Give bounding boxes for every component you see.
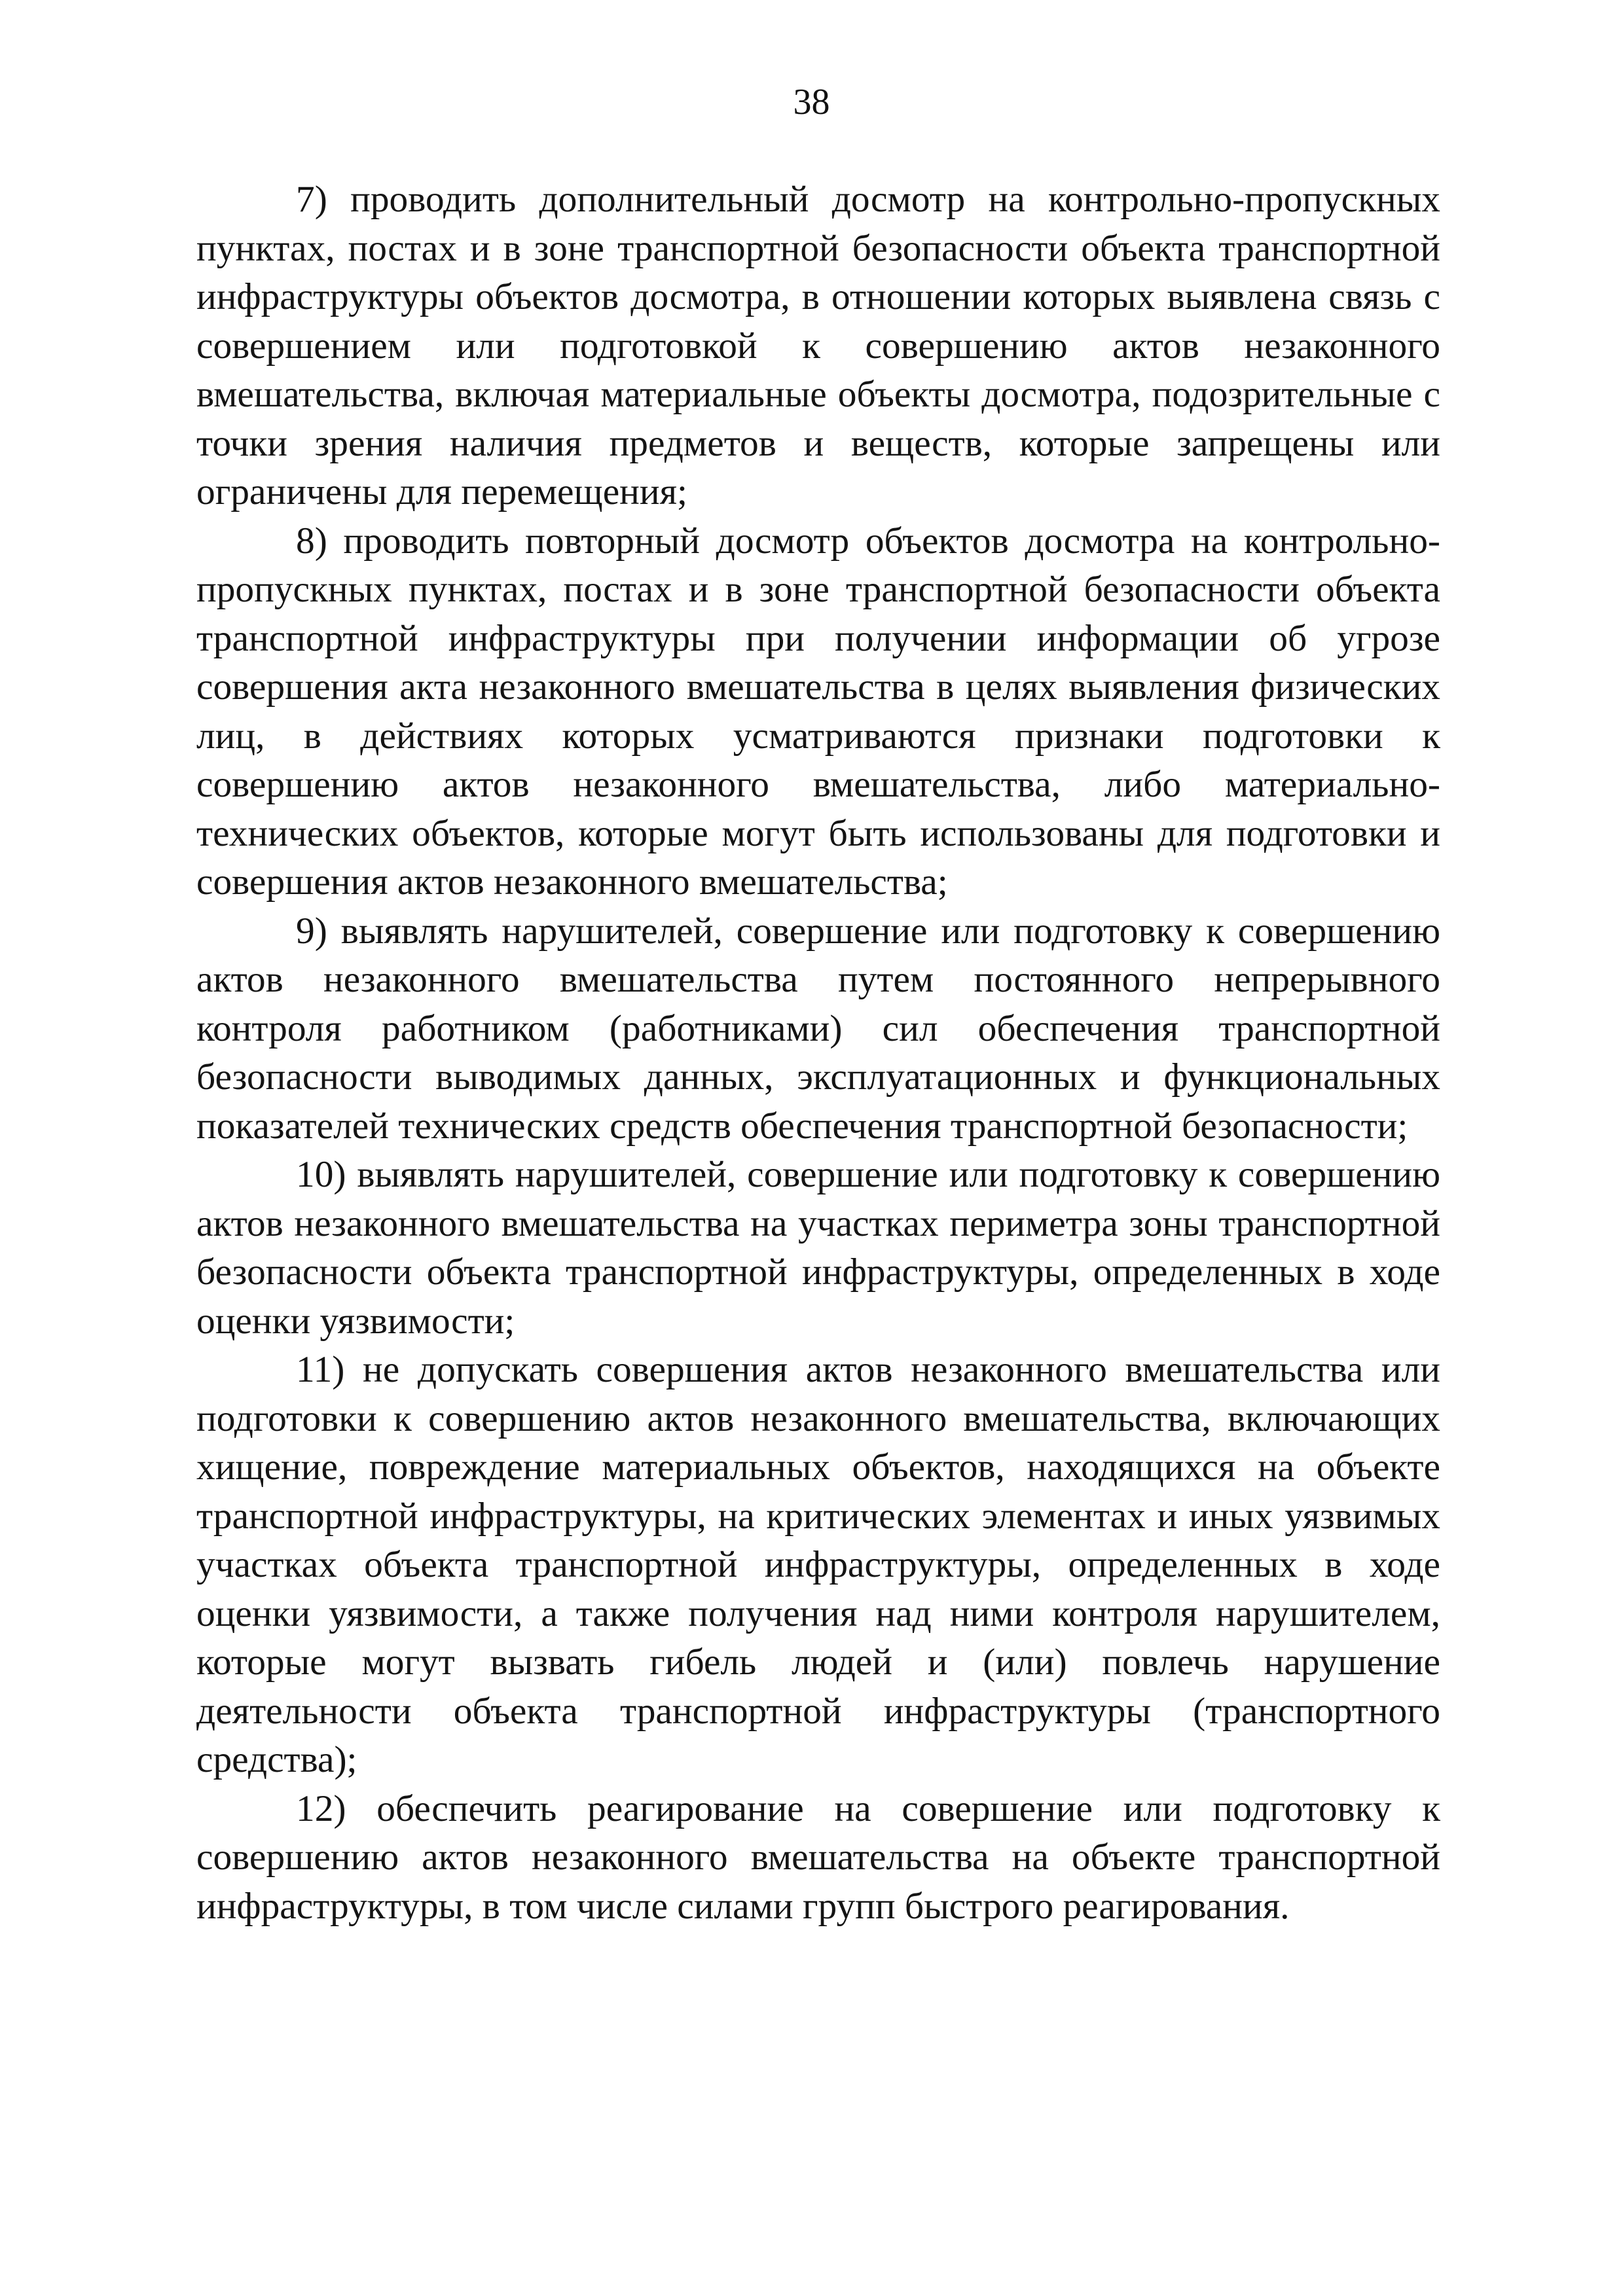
paragraph-item-12: 12) обеспечить реагирование на совершение или подготовку к совершению актов незаконного вмешательства на объекте транспортной инфраструктуры, в том числе силами групп быстрого реагирования. — [196, 1787, 1440, 1927]
page-number: 38 — [793, 82, 830, 122]
paragraph-item-7: 7) проводить дополнительный досмотр на контрольно-пропускных пунктах, постах и в зоне транспортной безопасности объекта транспортной инфраструктуры объектов досмотра, в отношении которых выявлена связь с совершением или подготовкой к совершению актов незаконного вмешательства, включая материальные объекты досмотра, подозрительные с точки зрения наличия предметов и веществ, которые запрещены или ограничены для перемещения; — [196, 179, 1440, 512]
paragraph-item-8: 8) проводить повторный досмотр объектов досмотра на контрольно-пропускных пунктах, постах и в зоне транспортной безопасности объекта транспортной инфраструктуры при получении информации об угрозе совершения акта незаконного вмешательства в целях выявления физических лиц, в действиях которых усматриваются признаки подготовки к совершению актов незаконного вмешательства, либо материально-технических объектов, которые могут быть использованы для подготовки и совершения актов незаконного вмешательства; — [196, 520, 1440, 903]
paragraph-item-11: 11) не допускать совершения актов незаконного вмешательства или подготовки к совершению актов незаконного вмешательства, включающих хищение, повреждение материальных объектов, находящихся на объекте транспортной инфраструктуры, на критических элементах и иных уязвимых участках объекта транспортной инфраструктуры, определенных в ходе оценки уязвимости, а также получения над ними контроля нарушителем, которые могут вызвать гибель людей и (или) повлечь нарушение деятельности объекта транспортной инфраструктуры (транспортного средства); — [196, 1349, 1440, 1780]
paragraph-item-10: 10) выявлять нарушителей, совершение или подготовку к совершению актов незаконного вмешательства на участках периметра зоны транспортной безопасности объекта транспортной инфраструктуры, определенных в ходе оценки уязвимости; — [196, 1154, 1440, 1342]
paragraph-item-9: 9) выявлять нарушителей, совершение или подготовку к совершению актов незаконного вмешательства путем постоянного непрерывного контроля работником (работниками) сил обеспечения транспортной безопасности выводимых данных, эксплуатационных и функциональных показателей технических средств обеспечения транспортной безопасности; — [196, 910, 1440, 1147]
document-body — [196, 175, 1440, 1931]
